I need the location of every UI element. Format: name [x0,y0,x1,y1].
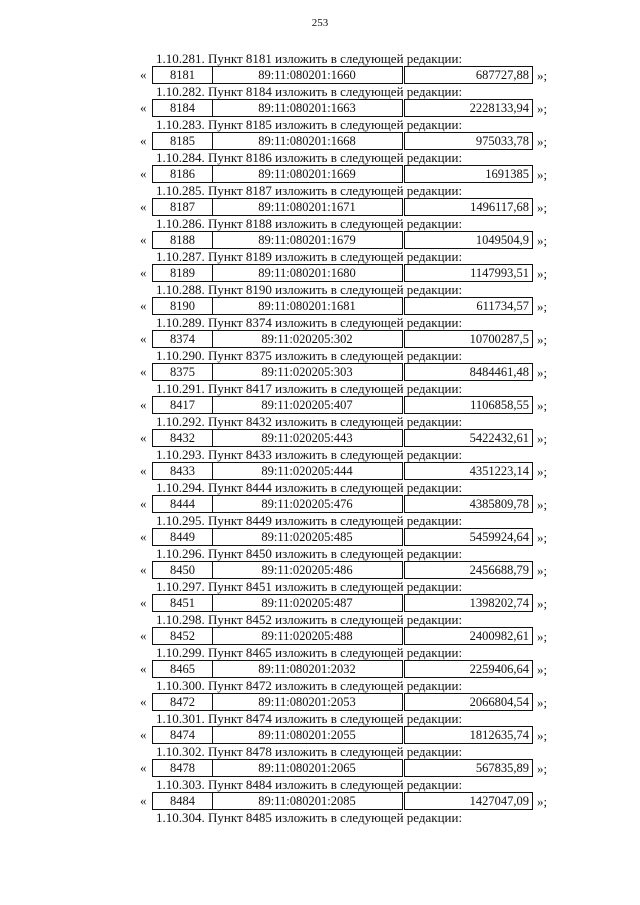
cadastral-value-cell: 1147993,51 [404,264,533,282]
table-row [0,792,640,810]
cadastral-number-cell: 89:11:080201:1660 [212,66,403,84]
amendment-entry [0,447,640,480]
opening-quote: « [140,628,147,643]
item-number-cell: 8472 [152,693,213,711]
item-number-cell: 8484 [152,792,213,810]
opening-quote: « [140,529,147,544]
cadastral-number-cell: 89:11:080201:1671 [212,198,403,216]
closing-quote: »; [537,464,548,479]
table-row [0,198,640,216]
opening-quote: « [140,133,147,148]
amendment-entry-trailing [0,810,640,843]
opening-quote: « [140,100,147,115]
amendment-list [0,51,640,843]
opening-quote: « [140,265,147,280]
cadastral-value-cell: 567835,89 [404,759,533,777]
amendment-entry [0,51,640,84]
amendment-intro: 1.10.296. Пункт 8450 изложить в следующей редакции: [156,546,463,561]
opening-quote: « [140,67,147,82]
amendment-intro: 1.10.300. Пункт 8472 изложить в следующей редакции: [156,678,463,693]
item-number-cell: 8433 [152,462,213,480]
item-number-cell: 8450 [152,561,213,579]
opening-quote: « [140,166,147,181]
closing-quote: »; [537,497,548,512]
cadastral-number-cell: 89:11:020205:486 [212,561,403,579]
item-number-cell: 8188 [152,231,213,249]
amendment-entry [0,84,640,117]
cadastral-value-cell: 1427047,09 [404,792,533,810]
closing-quote: »; [537,332,548,347]
closing-quote: »; [537,233,548,248]
amendment-intro: 1.10.303. Пункт 8484 изложить в следующей редакции: [156,777,463,792]
closing-quote: »; [537,266,548,281]
closing-quote: »; [537,728,548,743]
opening-quote: « [140,331,147,346]
cadastral-value-cell: 5422432,61 [404,429,533,447]
opening-quote: « [140,496,147,511]
cadastral-number-cell: 89:11:080201:1668 [212,132,403,150]
item-number-cell: 8186 [152,165,213,183]
page-number: 253 [311,17,329,29]
item-number-cell: 8190 [152,297,213,315]
amendment-intro: 1.10.287. Пункт 8189 изложить в следующей редакции: [156,249,463,264]
amendment-entry [0,744,640,777]
cadastral-number-cell: 89:11:080201:1669 [212,165,403,183]
table-row [0,297,640,315]
amendment-entry [0,183,640,216]
amendment-intro: 1.10.288. Пункт 8190 изложить в следующей редакции: [156,282,463,297]
opening-quote: « [140,793,147,808]
closing-quote: »; [537,365,548,380]
amendment-intro: 1.10.292. Пункт 8432 изложить в следующей редакции: [156,414,463,429]
cadastral-number-cell: 89:11:080201:2085 [212,792,403,810]
cadastral-number-cell: 89:11:080201:2055 [212,726,403,744]
table-row [0,363,640,381]
amendment-intro: 1.10.294. Пункт 8444 изложить в следующей редакции: [156,480,463,495]
item-number-cell: 8465 [152,660,213,678]
table-row [0,132,640,150]
cadastral-number-cell: 89:11:080201:1680 [212,264,403,282]
cadastral-value-cell: 2456688,79 [404,561,533,579]
closing-quote: »; [537,662,548,677]
cadastral-number-cell: 89:11:020205:303 [212,363,403,381]
cadastral-number-cell: 89:11:020205:476 [212,495,403,513]
cadastral-number-cell: 89:11:020205:302 [212,330,403,348]
item-number-cell: 8184 [152,99,213,117]
cadastral-number-cell: 89:11:020205:485 [212,528,403,546]
table-row [0,396,640,414]
amendment-intro: 1.10.299. Пункт 8465 изложить в следующей редакции: [156,645,463,660]
cadastral-number-cell: 89:11:080201:2065 [212,759,403,777]
amendment-intro: 1.10.293. Пункт 8433 изложить в следующей редакции: [156,447,463,462]
closing-quote: »; [537,761,548,776]
amendment-entry [0,414,640,447]
cadastral-number-cell: 89:11:080201:2032 [212,660,403,678]
amendment-entry [0,216,640,249]
table-row [0,759,640,777]
amendment-intro: 1.10.291. Пункт 8417 изложить в следующей редакции: [156,381,463,396]
amendment-entry [0,381,640,414]
amendment-intro: 1.10.295. Пункт 8449 изложить в следующей редакции: [156,513,463,528]
item-number-cell: 8417 [152,396,213,414]
amendment-intro: 1.10.283. Пункт 8185 изложить в следующей редакции: [156,117,463,132]
opening-quote: « [140,661,147,676]
amendment-entry [0,117,640,150]
closing-quote: »; [537,431,548,446]
cadastral-value-cell: 975033,78 [404,132,533,150]
opening-quote: « [140,298,147,313]
item-number-cell: 8451 [152,594,213,612]
closing-quote: »; [537,596,548,611]
closing-quote: »; [537,134,548,149]
opening-quote: « [140,397,147,412]
cadastral-value-cell: 1691385 [404,165,533,183]
table-row [0,660,640,678]
cadastral-number-cell: 89:11:080201:2053 [212,693,403,711]
cadastral-value-cell: 1398202,74 [404,594,533,612]
cadastral-value-cell: 1812635,74 [404,726,533,744]
closing-quote: »; [537,530,548,545]
table-row [0,231,640,249]
table-row [0,462,640,480]
closing-quote: »; [537,299,548,314]
amendment-intro: 1.10.297. Пункт 8451 изложить в следующей редакции: [156,579,463,594]
cadastral-number-cell: 89:11:080201:1681 [212,297,403,315]
cadastral-value-cell: 1049504,9 [404,231,533,249]
opening-quote: « [140,694,147,709]
opening-quote: « [140,232,147,247]
item-number-cell: 8375 [152,363,213,381]
cadastral-value-cell: 2400982,61 [404,627,533,645]
closing-quote: »; [537,200,548,215]
cadastral-value-cell: 10700287,5 [404,330,533,348]
table-row [0,165,640,183]
item-number-cell: 8374 [152,330,213,348]
cadastral-number-cell: 89:11:020205:444 [212,462,403,480]
amendment-intro: 1.10.290. Пункт 8375 изложить в следующей редакции: [156,348,463,363]
closing-quote: »; [537,695,548,710]
amendment-entry [0,348,640,381]
amendment-intro: 1.10.302. Пункт 8478 изложить в следующей редакции: [156,744,463,759]
amendment-intro: 1.10.284. Пункт 8186 изложить в следующей редакции: [156,150,463,165]
closing-quote: »; [537,68,548,83]
amendment-entry [0,249,640,282]
table-row [0,528,640,546]
opening-quote: « [140,562,147,577]
amendment-entry [0,150,640,183]
cadastral-value-cell: 687727,88 [404,66,533,84]
cadastral-value-cell: 8484461,48 [404,363,533,381]
item-number-cell: 8444 [152,495,213,513]
closing-quote: »; [537,167,548,182]
opening-quote: « [140,463,147,478]
amendment-entry [0,315,640,348]
amendment-entry [0,546,640,579]
cadastral-value-cell: 2259406,64 [404,660,533,678]
table-row [0,594,640,612]
item-number-cell: 8478 [152,759,213,777]
amendment-intro: 1.10.285. Пункт 8187 изложить в следующей редакции: [156,183,463,198]
table-row [0,330,640,348]
item-number-cell: 8185 [152,132,213,150]
table-row [0,726,640,744]
table-row [0,99,640,117]
opening-quote: « [140,595,147,610]
cadastral-value-cell: 2228133,94 [404,99,533,117]
closing-quote: »; [537,794,548,809]
amendment-entry [0,645,640,678]
amendment-intro: 1.10.298. Пункт 8452 изложить в следующей редакции: [156,612,463,627]
opening-quote: « [140,727,147,742]
closing-quote: »; [537,101,548,116]
item-number-cell: 8187 [152,198,213,216]
amendment-entry [0,579,640,612]
cadastral-value-cell: 2066804,54 [404,693,533,711]
cadastral-value-cell: 1106858,55 [404,396,533,414]
cadastral-number-cell: 89:11:020205:443 [212,429,403,447]
table-row [0,429,640,447]
table-row [0,495,640,513]
amendment-intro: 1.10.304. Пункт 8485 изложить в следующей редакции: [156,810,463,825]
opening-quote: « [140,199,147,214]
amendment-entry [0,480,640,513]
amendment-entry [0,777,640,810]
amendment-intro: 1.10.281. Пункт 8181 изложить в следующей редакции: [156,51,463,66]
amendment-entry [0,513,640,546]
opening-quote: « [140,760,147,775]
amendment-intro: 1.10.301. Пункт 8474 изложить в следующей редакции: [156,711,463,726]
amendment-intro: 1.10.286. Пункт 8188 изложить в следующей редакции: [156,216,463,231]
table-row [0,66,640,84]
cadastral-number-cell: 89:11:080201:1663 [212,99,403,117]
amendment-intro: 1.10.289. Пункт 8374 изложить в следующей редакции: [156,315,463,330]
cadastral-value-cell: 4385809,78 [404,495,533,513]
item-number-cell: 8449 [152,528,213,546]
cadastral-number-cell: 89:11:020205:407 [212,396,403,414]
cadastral-number-cell: 89:11:080201:1679 [212,231,403,249]
item-number-cell: 8189 [152,264,213,282]
table-row [0,264,640,282]
opening-quote: « [140,364,147,379]
table-row [0,627,640,645]
item-number-cell: 8452 [152,627,213,645]
table-row [0,693,640,711]
cadastral-number-cell: 89:11:020205:488 [212,627,403,645]
amendment-intro: 1.10.282. Пункт 8184 изложить в следующей редакции: [156,84,463,99]
closing-quote: »; [537,563,548,578]
cadastral-value-cell: 611734,57 [404,297,533,315]
cadastral-number-cell: 89:11:020205:487 [212,594,403,612]
amendment-entry [0,711,640,744]
item-number-cell: 8432 [152,429,213,447]
table-row [0,561,640,579]
item-number-cell: 8474 [152,726,213,744]
cadastral-value-cell: 5459924,64 [404,528,533,546]
amendment-entry [0,678,640,711]
closing-quote: »; [537,629,548,644]
cadastral-value-cell: 4351223,14 [404,462,533,480]
amendment-entry [0,612,640,645]
item-number-cell: 8181 [152,66,213,84]
cadastral-value-cell: 1496117,68 [404,198,533,216]
amendment-entry [0,282,640,315]
closing-quote: »; [537,398,548,413]
opening-quote: « [140,430,147,445]
